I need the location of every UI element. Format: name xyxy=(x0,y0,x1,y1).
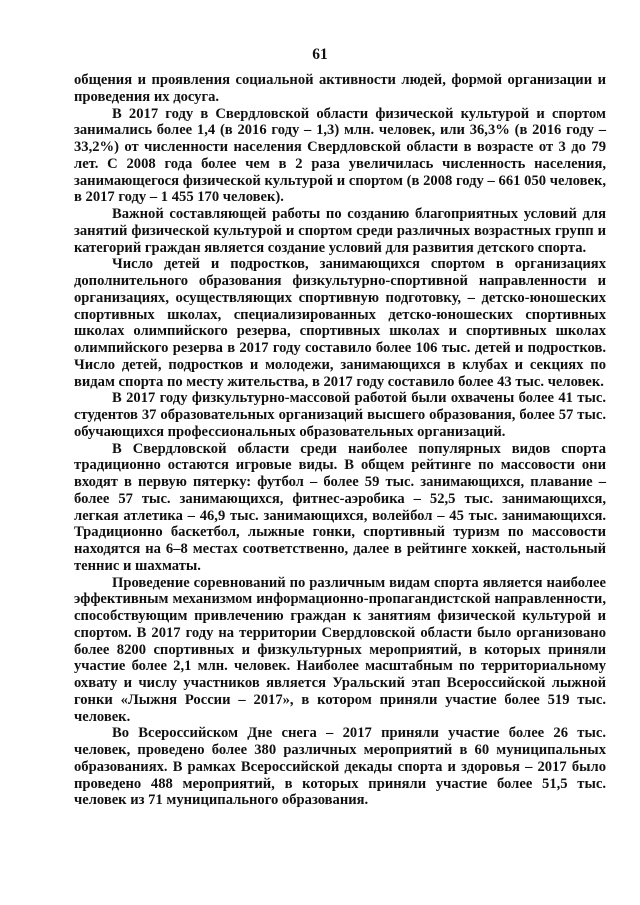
paragraph-sport-participation: В 2017 году в Свердловской области физической культурой и спортом занимались более 1,4 (в 2016 году – 1,3) млн. человек, или 36,3% (в 2016 году – 33,2%) от численности населения Свердловской области в возрасте от 3 до 79 лет. С 2008 года более чем в 2 раза увеличилась численность населения, занимающегося физической культурой и спортом (в 2008 году – 661 050 человек, в 2017 году – 1 455 170 человек). xyxy=(74,105,606,206)
paragraph-popular-sports: В Свердловской области среди наиболее популярных видов спорта традиционно остаются игровые виды. В общем рейтинге по массовости они входят в первую пятерку: футбол – более 59 тыс. занимающихся, плавание – более 57 тыс. занимающихся, фитнес-аэробика – 52,5 тыс. занимающихся, легкая атлетика – 46,9 тыс. занимающихся, волейбол – 45 тыс. занимающихся. Традиционно баскетбол, лыжные гонки, спортивный туризм по массовости находятся на 6–8 местах соответственно, далее в рейтинге хоккей, настольный теннис и шахматы. xyxy=(74,440,606,574)
paragraph-snow-day: Во Всероссийском Дне снега – 2017 приняли участие более 26 тыс. человек, проведено более 380 различных мероприятий в 60 муниципальных образованиях. В рамках Всероссийской декады спорта и здоровья – 2017 было проведено 488 мероприятий, в которых приняли участие более 51,5 тыс. человек из 71 муниципального образования. xyxy=(74,725,606,809)
paragraph-continuation: общения и проявления социальной активности людей, формой организации и проведения их досуга. xyxy=(74,72,606,105)
page-number: 61 xyxy=(312,46,328,63)
document-body xyxy=(74,72,606,809)
paragraph-conditions: Важной составляющей работы по созданию благоприятных условий для занятий физической культурой и спортом среди различных возрастных групп и категорий граждан является создание условий для развития детского спорта. xyxy=(74,206,606,256)
paragraph-students: В 2017 году физкультурно-массовой работой были охвачены более 41 тыс. студентов 37 образовательных организаций высшего образования, более 57 тыс. обучающихся профессиональных образовательных организаций. xyxy=(74,390,606,440)
paragraph-competitions: Проведение соревнований по различным видам спорта является наиболее эффективным механизмом информационно-пропагандистской направленности, способствующим привлечению граждан к занятиям физической культурой и спортом. В 2017 году на территории Свердловской области было организовано более 8200 спортивных и физкультурных мероприятий, в которых приняли участие более 2,1 млн. человек. Наиболее масштабным по территориальному охвату и числу участников является Уральский этап Всероссийской лыжной гонки «Лыжня России – 2017», в котором приняли участие более 519 тыс. человек. xyxy=(74,574,606,725)
paragraph-children-sport: Число детей и подростков, занимающихся спортом в организациях дополнительного образования физкультурно-спортивной направленности и организациях, осуществляющих спортивную подготовку, – детско-юношеских спортивных школах, специализированных детско-юношеских спортивных школах олимпийского резерва, спортивных школах и спортивных школах олимпийского резерва в 2017 году составило более 106 тыс. детей и подростков. Число детей, подростков и молодежи, занимающихся в клубах и секциях по видам спорта по месту жительства, в 2017 году составило более 43 тыс. человек. xyxy=(74,256,606,390)
